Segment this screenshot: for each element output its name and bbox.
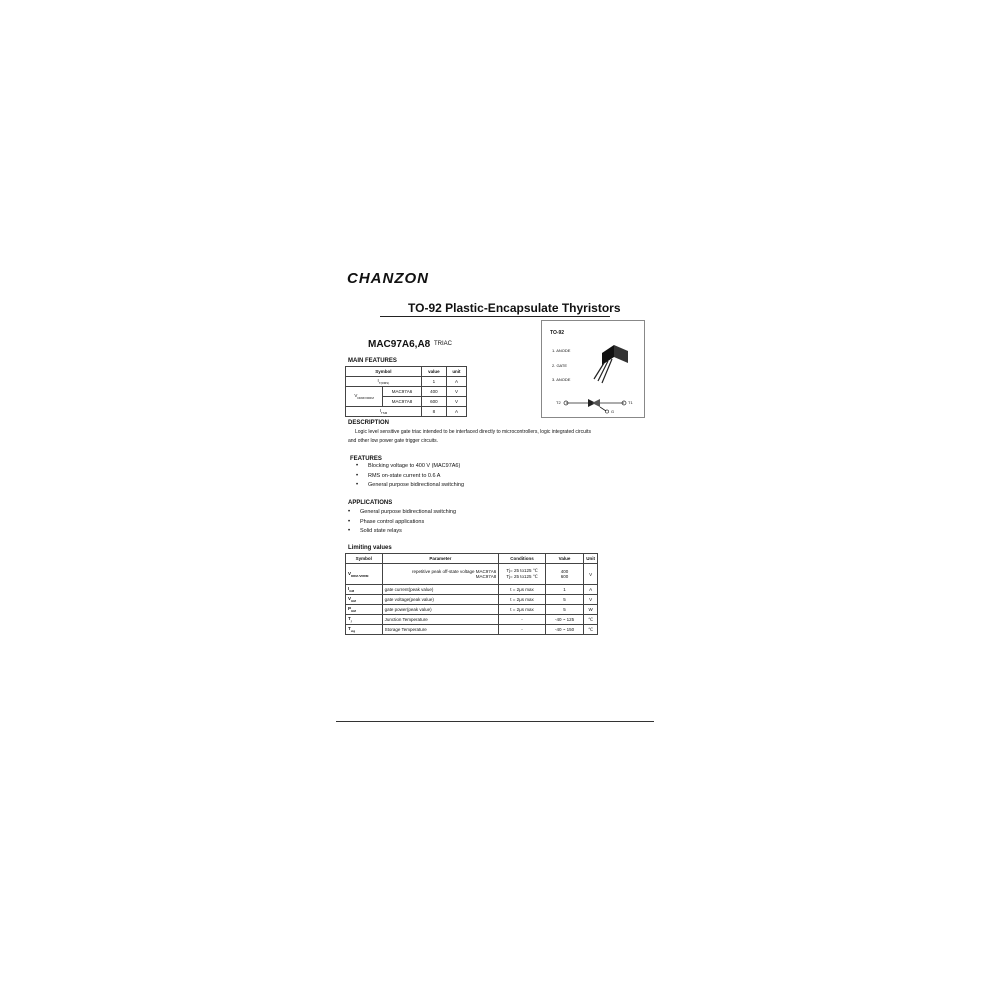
table-cell: $T_j$ <box>346 615 383 625</box>
list-item: • Solid state relays <box>348 527 456 537</box>
list-item: • General purpose bidirectional switching <box>356 481 464 491</box>
table-cell: $P_{GM}$ <box>346 605 383 615</box>
table-cell: 5 <box>545 605 583 615</box>
triac-symbol-icon <box>560 395 640 415</box>
table-cell: t = 2μs max <box>499 595 546 605</box>
package-name: TO-92 <box>550 330 565 336</box>
table-row <box>346 605 598 615</box>
table-row <box>346 595 598 605</box>
table-cell: t = 2μs max <box>499 605 546 615</box>
table-cell: ℃ <box>584 615 598 625</box>
description-line: Logic level sensitive gate triac intended to be interfaced directly to microcontrollers, logic integrated circuits <box>355 429 591 435</box>
table-header-cell: Symbol <box>346 554 383 564</box>
table-header-cell: Symbol <box>346 367 422 377</box>
table-cell: - <box>499 615 546 625</box>
limiting-values-table <box>345 553 598 635</box>
table-cell: Storage Temperature <box>382 625 499 635</box>
table-cell: repetitive peak off-state voltage MAC97A6 MAC97A8 <box>382 564 499 585</box>
table-cell: V <box>584 595 598 605</box>
table-cell: $V_{GM}$ <box>346 595 383 605</box>
description-line: and other low power gate trigger circuits. <box>348 438 439 444</box>
table-cell: MAC97A6 <box>383 387 422 397</box>
limiting-values-heading: Limiting values <box>348 545 392 551</box>
part-number: MAC97A6,A8 <box>368 339 431 350</box>
pin-label: 1. ANODE <box>552 348 571 353</box>
package-diagram <box>541 320 645 418</box>
applications-list <box>348 508 456 537</box>
table-row <box>346 407 467 417</box>
table-header-cell: Value <box>545 554 583 564</box>
table-header-cell: unit <box>446 367 466 377</box>
table-cell: MAC97A8 <box>383 397 422 407</box>
table-header-cell: Unit <box>584 554 598 564</box>
document-title: TO-92 Plastic-Encapsulate Thyristors <box>408 301 621 315</box>
table-row <box>346 387 467 397</box>
table-cell: Junction Temperature <box>382 615 499 625</box>
table-cell: -40 ~ 125 <box>545 615 583 625</box>
table-row <box>346 377 467 387</box>
table-cell: $I_{TSM}$ <box>346 407 422 417</box>
table-row <box>346 625 598 635</box>
list-item: • RMS on-state current to 0.6 A <box>356 472 464 482</box>
table-cell: V <box>446 387 466 397</box>
table-row <box>346 615 598 625</box>
table-cell: -40 ~ 150 <box>545 625 583 635</box>
table-header-cell: value <box>421 367 446 377</box>
table-cell: V <box>446 397 466 407</box>
table-cell: W <box>584 605 598 615</box>
pin-label: 2. GATE <box>552 363 568 368</box>
table-cell: A <box>584 585 598 595</box>
table-cell: Tj= 25 to125 ℃ Tj= 25 to125 ℃ <box>499 564 546 585</box>
terminal-g-label: G <box>611 409 615 414</box>
table-header-cell: Conditions <box>499 554 546 564</box>
terminal-t1-label: T1 <box>628 400 633 405</box>
table-header-row <box>346 367 467 377</box>
list-item: • Phase control applications <box>348 518 456 528</box>
list-item: • General purpose bidirectional switching <box>348 508 456 518</box>
list-item: • Blocking voltage to 400 V (MAC97A6) <box>356 462 464 472</box>
table-header-cell: Parameter <box>382 554 499 564</box>
table-cell: 600 <box>421 397 446 407</box>
table-cell: ℃ <box>584 625 598 635</box>
table-cell: 1 <box>421 377 446 387</box>
title-underline <box>380 316 610 317</box>
features-heading: FEATURES <box>350 456 382 462</box>
part-type: TRIAC <box>434 341 452 347</box>
table-cell: $V_{DRM /VRRM}$ <box>346 564 383 585</box>
table-header-row <box>346 554 598 564</box>
features-list <box>356 462 464 491</box>
table-cell: 8 <box>421 407 446 417</box>
table-cell: $I_{GM}$ <box>346 585 383 595</box>
table-cell: 400 <box>421 387 446 397</box>
table-cell: A <box>446 377 466 387</box>
main-features-table <box>345 366 467 417</box>
table-cell: gate voltage(peak value) <box>382 595 499 605</box>
table-cell: 5 <box>545 595 583 605</box>
table-cell: V <box>584 564 598 585</box>
applications-heading: APPLICATIONS <box>348 500 393 506</box>
footer-divider <box>336 721 654 722</box>
table-cell: A <box>446 407 466 417</box>
terminal-t2-label: T2 <box>556 400 561 405</box>
description-heading: DESCRIPTION <box>348 420 390 426</box>
table-cell: 400 600 <box>545 564 583 585</box>
table-cell: - <box>499 625 546 635</box>
table-cell: 1 <box>545 585 583 595</box>
table-cell: $T_{stg}$ <box>346 625 383 635</box>
table-row <box>346 585 598 595</box>
table-cell: $V_{DRM/VRRM}$ <box>346 387 383 407</box>
pin-label: 3. ANODE <box>552 377 571 382</box>
table-cell: gate current(peak value) <box>382 585 499 595</box>
table-cell: t = 2μs max <box>499 585 546 595</box>
table-cell: $I_{T(RMS)}$ <box>346 377 422 387</box>
table-cell: gate power(peak value) <box>382 605 499 615</box>
main-features-heading: MAIN FEATURES <box>348 358 397 364</box>
to92-package-icon <box>592 341 636 385</box>
brand-logo: CHANZON <box>347 270 429 287</box>
table-row <box>346 564 598 585</box>
